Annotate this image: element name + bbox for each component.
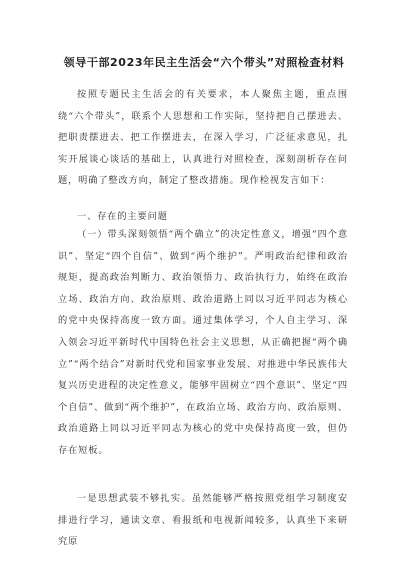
section-heading: 一、存在的主要问题 [77, 211, 168, 222]
intro-paragraph: 按照专题民主生活会的有关要求，本人聚焦主题，重点围绕“六个带头”，联系个人思想和工作实际，坚持把自己摆进去、把职责摆进去、把工作摆进去，在深入学习，广泛征求意见，扎实开展谈心谈话的基础上，认真进行对照检查，深刻剖析存在问题，明确了整改方向，制定了整改措施。现作检视发言如下： [58, 89, 348, 187]
document-title: 领导干部2023年民主生活会“六个带头”对照检查材料 [63, 56, 345, 69]
subsection-paragraph: （一）带头深刻领悟“两个确立”的决定性意义，增强“四个意识”、坚定“四个自信”、做到“两个维护”。严明政治纪律和政治规矩，提高政治判断力、政治领悟力、政治执行力，始终在政治立场、政治方向、政治原则、政治道路上同以习近平同志为核心的党中央保持高度一致方面。通过集体学习，个人自主学习、深入领会习近平新时代中国特色社会主义思想，从正确把握“两个确立”“两个结合”对新时代党和国家事业发展、对推进中华民族伟大复兴历史进程的决定性意义，能够牢固树立“四个意识”、坚定“四个自信”、做到“两个维护”，在政治立场、政治方向、政治原则、政治道路上同以习近平同志为核心的党中央保持高度一致，但仍存在短板。 [58, 229, 348, 456]
point-paragraph: 一是思想武装不够扎实。虽然能够严格按照党组学习制度安排进行学习，通读文章、看报纸和电视新闻较多，认真坐下来研究原 [58, 493, 348, 548]
